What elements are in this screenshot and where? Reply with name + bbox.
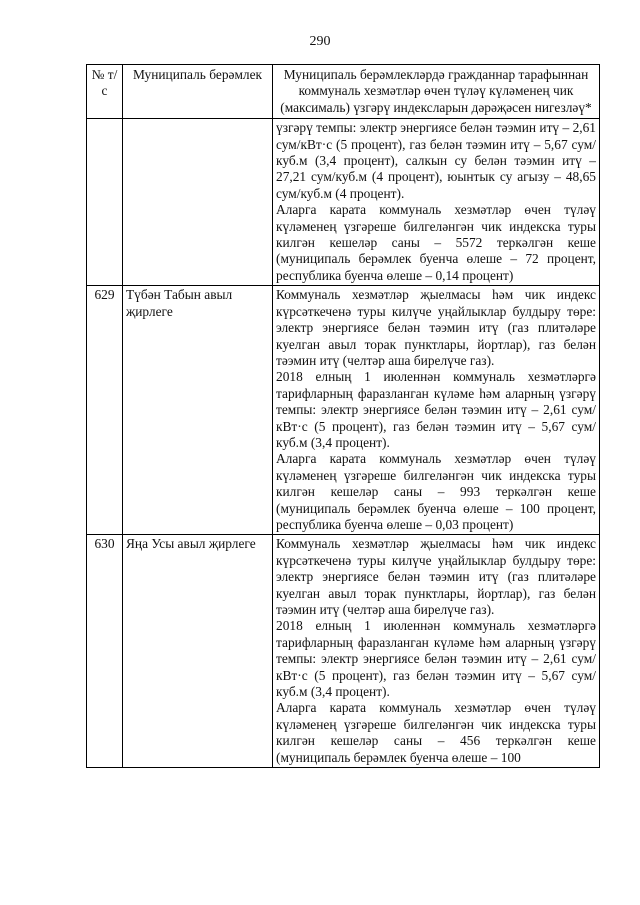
row-number: 630 [87, 535, 123, 768]
row-number: 629 [87, 286, 123, 535]
row-paragraph: 2018 елның 1 июленнән коммуналь хезмәтләргә тарифларның фаразланган күләме һәм аларның үзгәрү темпы: электр энергиясе белән тәэмин итү – 2,61 сум/кВт·с (5 процент), газ белән тәэмин итү – 5,67 сум/куб.м (3,4 процент). [276, 369, 596, 450]
table-header-row [87, 65, 600, 119]
page-number: 290 [309, 34, 331, 49]
header-justification: Муниципаль берәмлекләрдә гражданнар тарафыннан коммуналь хезмәтләр өчен түләү күләменең чик (максималь) үзгәрү индексларын дәрәҗәсен нигезләү* [273, 65, 600, 119]
row-municipality: Яңа Усы авыл җирлеге [123, 535, 273, 768]
table-row [87, 286, 600, 535]
row-paragraph: Аларга карата коммуналь хезмәтләр өчен түләү күләменең үзгәреше билгеләнгән чик индекска туры килгән кешеләр саны – 993 теркәлгән кеше (муниципаль берәмлек буенча өлеше – 100 процент, республика буенча өлеше – 0,03 процент) [276, 451, 596, 532]
header-number: № т/с [87, 65, 123, 119]
table-row [87, 535, 600, 768]
row-paragraph: Аларга карата коммуналь хезмәтләр өчен түләү күләменең үзгәреше билгеләнгән чик индекска туры килгән кешеләр саны – 456 теркәлгән кеше (муниципаль берәмлек буенча өлеше – 100 [276, 700, 596, 765]
row-content [273, 286, 600, 535]
row-municipality: Түбән Табын авыл җирлеге [123, 286, 273, 535]
table-row [87, 119, 600, 286]
row-content [273, 535, 600, 768]
row-paragraph: үзгәрү темпы: электр энергиясе белән тәэмин итү – 2,61 сум/кВт·с (5 процент), газ белән тәэмин итү – 5,67 сум/куб.м (3,4 процент), салкын су белән тәэмин итү – 27,21 сум/куб.м (4 процент), юынтык су агызу – 48,65 сум/куб.м (4 процент). [276, 120, 596, 201]
row-paragraph: Аларга карата коммуналь хезмәтләр өчен түләү күләменең үзгәреше билгеләнгән чик индекска туры килгән кешеләр саны – 5572 теркәлгән кеше (муниципаль берәмлек буенча өлеше – 72 процент, республика буенча өлеше – 0,14 процент) [276, 202, 596, 283]
row-paragraph: Коммуналь хезмәтләр җыелмасы һәм чик индекс күрсәткеченә туры килүче уңайлыклар булдыру төре: электр энергиясе белән тәэмин итү (газ плитәләре куелган авыл торак пунктлары, йортлар), газ белән тәэмин итү (челтәр аша бирелүче газ). [276, 287, 596, 368]
row-paragraph: Коммуналь хезмәтләр җыелмасы һәм чик индекс күрсәткеченә туры килүче уңайлыклар булдыру төре: электр энергиясе белән тәэмин итү (газ плитәләре куелган авыл торак пунктлары, йортлар), газ белән тәэмин итү (челтәр аша бирелүче газ). [276, 536, 596, 617]
municipal-tariff-table [86, 64, 600, 768]
row-number [87, 119, 123, 286]
row-content [273, 119, 600, 286]
row-municipality [123, 119, 273, 286]
row-paragraph: 2018 елның 1 июленнән коммуналь хезмәтләргә тарифларның фаразланган күләме һәм аларның үзгәрү темпы: электр энергиясе белән тәэмин итү – 2,61 сум/кВт·с (5 процент), газ белән тәэмин итү – 5,67 сум/куб.м (3,4 процент). [276, 618, 596, 700]
header-municipality: Муниципаль берәмлек [123, 65, 273, 119]
